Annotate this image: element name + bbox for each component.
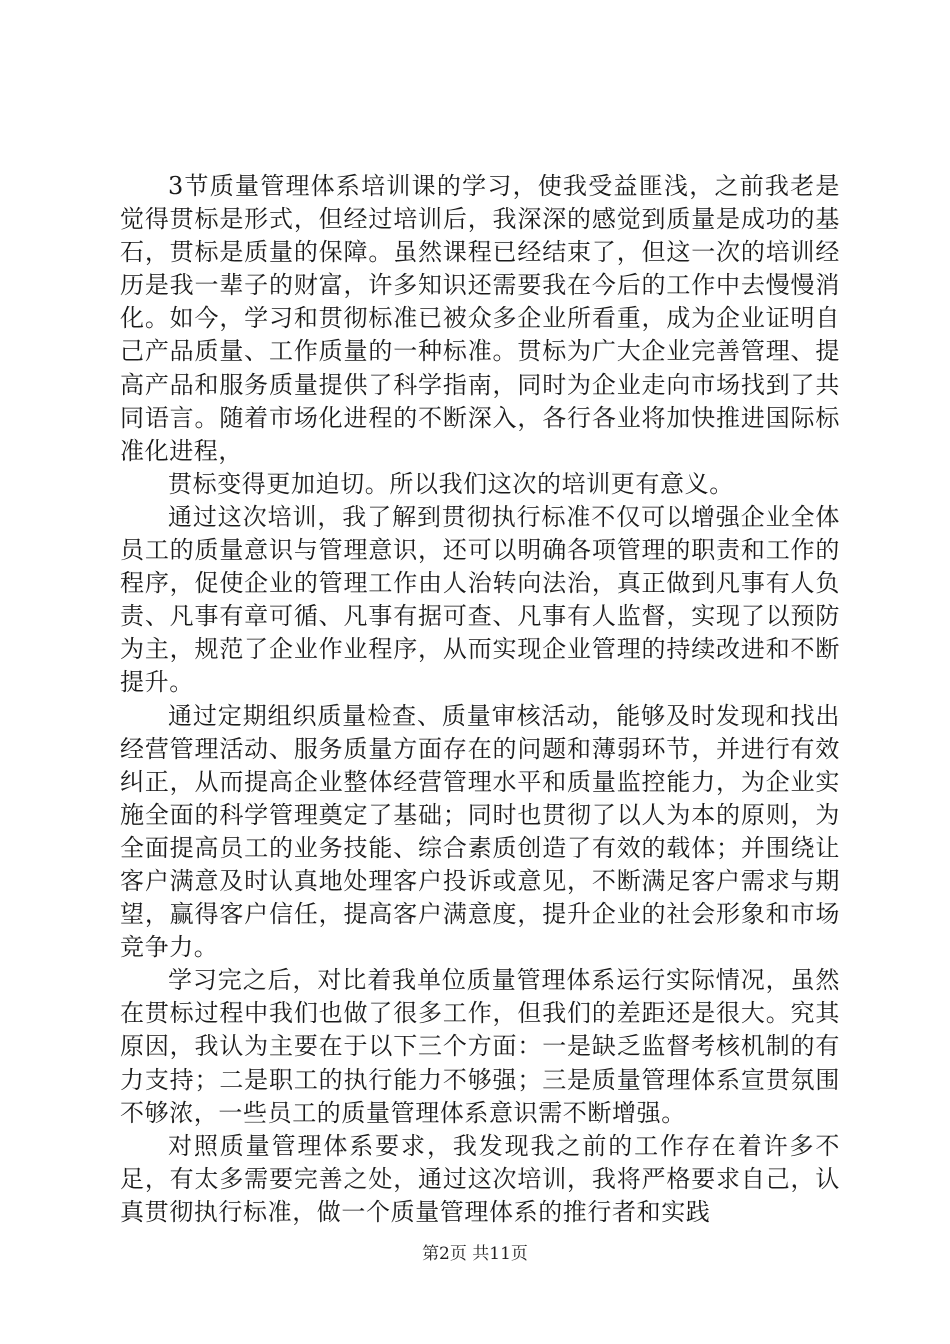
paragraph: 通过定期组织质量检查、质量审核活动，能够及时发现和找出经营管理活动、服务质量方面存在的问题和薄弱环节，并进行有效纠正，从而提高企业整体经营管理水平和质量监控能力，为企业实施全面的科学管理奠定了基础；同时也贯彻了以人为本的原则，为全面提高员工的业务技能、综合素质创造了有效的载体；并围绕让客户满意及时认真地处理客户投诉或意见，不断满足客户需求与期望，赢得客户信任，提高客户满意度，提升企业的社会形象和市场竞争力。 — [120, 701, 840, 962]
paragraph: 贯标变得更加迫切。所以我们这次的培训更有意义。 — [168, 469, 734, 498]
paragraph: 对照质量管理体系要求，我发现我之前的工作存在着许多不足，有太多需要完善之处，通过这次培训，我将严格要求自己，认真贯彻执行标准，做一个质量管理体系的推行者和实践 — [120, 1131, 840, 1226]
page-number-footer: 第2页 共11页 — [422, 1244, 528, 1264]
paragraph: 学习完之后，对比着我单位质量管理体系运行实际情况，虽然在贯标过程中我们也做了很多工作，但我们的差距还是很大。究其原因，我认为主要在于以下三个方面：一是缺乏监督考核机制的有力支持；二是职工的执行能力不够强；三是质量管理体系宣贯氛围不够浓，一些员工的质量管理体系意识需不断增强。 — [120, 966, 840, 1127]
document-body — [120, 170, 840, 1229]
paragraph: 3节质量管理体系培训课的学习，使我受益匪浅，之前我老是觉得贯标是形式，但经过培训后，我深深的感觉到质量是成功的基石，贯标是质量的保障。虽然课程已经结束了，但这一次的培训经历是我一辈子的财富，许多知识还需要我在今后的工作中去慢慢消化。如今，学习和贯彻标准已被众多企业所看重，成为企业证明自己产品质量、工作质量的一种标准。贯标为广大企业完善管理、提高产品和服务质量提供了科学指南，同时为企业走向市场找到了共同语言。随着市场化进程的不断深入，各行各业将加快推进国际标准化进程， — [120, 172, 840, 465]
paragraph: 通过这次培训，我了解到贯彻执行标准不仅可以增强企业全体员工的质量意识与管理意识，还可以明确各项管理的职责和工作的程序，促使企业的管理工作由人治转向法治，真正做到凡事有人负责、凡事有章可循、凡事有据可查、凡事有人监督，实现了以预防为主，规范了企业作业程序，从而实现企业管理的持续改进和不断提升。 — [120, 502, 840, 697]
